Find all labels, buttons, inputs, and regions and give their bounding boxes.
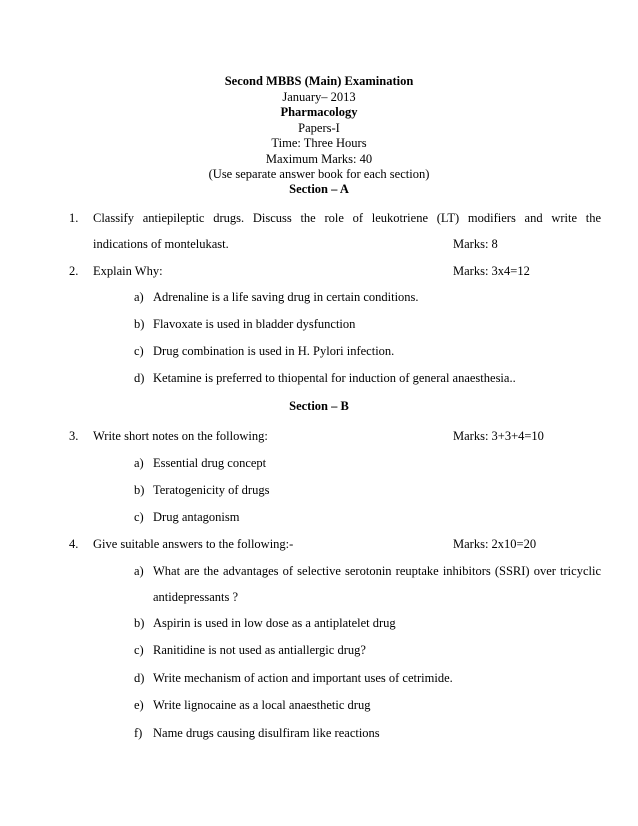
sub-question	[134, 311, 601, 337]
question-text: Explain Why:	[93, 264, 163, 278]
sub-question-label: a)	[134, 290, 144, 304]
sub-question-label: c)	[134, 344, 144, 358]
exam-paper: Papers-I	[298, 120, 340, 135]
question-number: 4.	[69, 537, 79, 551]
exam-header	[0, 74, 638, 183]
question-number: 1.	[69, 211, 79, 225]
sub-question	[134, 504, 601, 530]
sub-question	[134, 610, 601, 636]
sub-question	[134, 284, 601, 310]
sub-question-text-line: antidepressants ?	[153, 590, 239, 604]
question-1	[69, 205, 601, 257]
sub-question-text: Name drugs causing disulfiram like reactions	[153, 726, 380, 740]
sub-question	[134, 477, 601, 503]
exam-subject: Pharmacology	[280, 105, 358, 119]
question-text: Give suitable answers to the following:-	[93, 537, 294, 551]
sub-question-label: e)	[134, 698, 144, 712]
sub-question-text: Essential drug concept	[153, 456, 267, 470]
sub-question-text: Ketamine is preferred to thiopental for induction of general anaesthesia..	[153, 371, 516, 385]
sub-question	[134, 692, 601, 718]
question-2	[69, 258, 601, 284]
sub-question-text: Adrenaline is a life saving drug in certain conditions.	[153, 290, 419, 304]
question-marks: Marks: 2x10=20	[453, 537, 537, 551]
question-3	[69, 423, 601, 449]
question-marks: Marks: 3+3+4=10	[453, 429, 544, 443]
exam-instruction: (Use separate answer book for each section)	[208, 167, 430, 181]
sub-question	[134, 665, 601, 691]
sub-question-text: Drug antagonism	[153, 510, 240, 524]
sub-question	[134, 637, 601, 663]
sub-question	[134, 338, 601, 364]
sub-question	[134, 720, 601, 746]
sub-question	[134, 558, 601, 610]
sub-question-text-line: What are the advantages of selective serotonin reuptake inhibitors (SSRI) over tricyclic	[153, 564, 601, 578]
sub-question-text: Aspirin is used in low dose as a antiplatelet drug	[153, 616, 396, 630]
question-marks: Marks: 8	[453, 237, 498, 251]
exam-date: January– 2013	[282, 89, 356, 104]
sub-question-label: a)	[134, 564, 144, 578]
exam-time: Time: Three Hours	[271, 136, 367, 150]
sub-question-label: a)	[134, 456, 144, 470]
sub-question-label: c)	[134, 643, 144, 657]
sub-question	[134, 450, 601, 476]
sub-question-text: Flavoxate is used in bladder dysfunction	[153, 317, 356, 331]
question-marks: Marks: 3x4=12	[453, 264, 530, 278]
question-text-line: Classify antiepileptic drugs. Discuss the role of leukotriene (LT) modifiers and write the	[93, 211, 601, 225]
question-4	[69, 531, 601, 557]
sub-question-label: b)	[134, 616, 145, 630]
question-text: Write short notes on the following:	[93, 429, 268, 443]
exam-max-marks: Maximum Marks: 40	[265, 151, 373, 166]
sub-question-label: b)	[134, 483, 145, 497]
sub-question-text: Drug combination is used in H. Pylori infection.	[153, 344, 395, 358]
sub-question-label: c)	[134, 510, 144, 524]
sub-question-text: Write mechanism of action and important uses of cetrimide.	[153, 671, 453, 685]
question-text-line: indications of montelukast.	[93, 237, 229, 251]
section-b-heading: Section – B	[289, 399, 349, 413]
sub-question-text: Write lignocaine as a local anaesthetic drug	[153, 698, 371, 712]
sub-question-label: b)	[134, 317, 145, 331]
sub-question-label: d)	[134, 371, 145, 385]
question-number: 2.	[69, 264, 79, 278]
sub-question-text: Teratogenicity of drugs	[153, 483, 270, 497]
sub-question-label: f)	[134, 726, 143, 740]
sub-question-text: Ranitidine is not used as antiallergic drug?	[153, 643, 366, 657]
sub-question-label: d)	[134, 671, 145, 685]
section-a-heading: Section – A	[289, 182, 349, 196]
sub-question	[134, 365, 601, 391]
question-number: 3.	[69, 429, 79, 443]
exam-title: Second MBBS (Main) Examination	[224, 74, 414, 88]
